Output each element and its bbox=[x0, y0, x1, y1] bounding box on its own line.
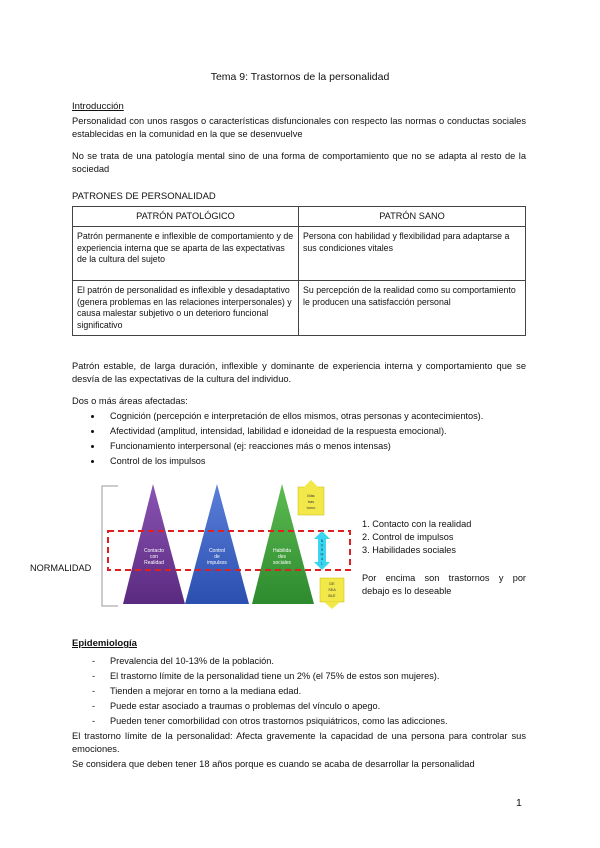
dash-icon: - bbox=[92, 686, 96, 696]
header-sano: PATRÓN SANO bbox=[299, 207, 526, 227]
header-patologico: PATRÓN PATOLÓGICO bbox=[73, 207, 299, 227]
bracket bbox=[102, 486, 118, 606]
bullet-icon bbox=[91, 460, 94, 463]
patron-paragraph: Patrón estable, de larga duración, inflexible y dominante de experiencia interna y comportamiento que se desvía de las expectativas de la cultura del individuo. bbox=[72, 361, 526, 384]
arrow-text: N O R M A L bbox=[320, 539, 324, 566]
patrones-table bbox=[72, 206, 526, 336]
dash-icon: - bbox=[92, 716, 96, 726]
legend-item: 3. Habilidades sociales bbox=[362, 545, 456, 555]
list-item: Cognición (percepción e interpretación de ellos mismos, otras personas y acontecimientos). bbox=[91, 409, 531, 424]
dash-icon: - bbox=[92, 671, 96, 681]
patrones-heading: PATRONES DE PERSONALIDAD bbox=[72, 191, 216, 202]
table-header-row bbox=[73, 207, 526, 227]
top-box-text: Más tras torno bbox=[306, 494, 316, 510]
table-cell: El patrón de personalidad es inflexible y desadaptativo (genera problemas en las relaciones interpersonales) y causa malestar subjetivo o un deterioro funcional significativo bbox=[73, 281, 299, 336]
triangle-contacto bbox=[123, 484, 185, 604]
triangle-label-3: Habilida des sociales bbox=[272, 548, 292, 566]
normalidad-diagram bbox=[60, 478, 360, 610]
bullet-icon bbox=[91, 430, 94, 433]
dash-icon: - bbox=[92, 701, 96, 711]
diagram-note-line-1: Por encima son trastornos y por bbox=[362, 573, 526, 583]
page-number: 1 bbox=[516, 797, 522, 809]
normalidad-label: NORMALIDAD bbox=[30, 563, 92, 573]
areas-intro: Dos o más áreas afectadas: bbox=[72, 396, 188, 406]
edad-paragraph: Se considera que deben tener 18 años porque es cuando se acaba de desarrollar la personalidad bbox=[72, 759, 475, 769]
epidemiologia-list bbox=[91, 654, 531, 729]
list-item: Afectividad (amplitud, intensidad, labilidad e idoneidad de la respuesta emocional). bbox=[91, 424, 531, 439]
diagram-note-line-2: debajo es lo deseable bbox=[362, 586, 452, 596]
epidemiologia-heading: Epidemiología bbox=[72, 638, 137, 649]
page-title: Tema 9: Trastornos de la personalidad bbox=[210, 71, 390, 83]
table-row bbox=[73, 227, 526, 281]
dash-icon: - bbox=[92, 656, 96, 666]
list-item: - Pueden tener comorbilidad con otros trastornos psiquiátricos, como las adicciones. bbox=[91, 714, 531, 729]
table-cell: Patrón permanente e inflexible de comportamiento y de experiencia interna que se aparta de las expectativas de la cultura del sujeto bbox=[73, 227, 299, 281]
list-item: - Tienden a mejorar en torno a la mediana edad. bbox=[91, 684, 531, 699]
table-cell: Persona con habilidad y flexibilidad para adaptarse a sus condiciones vitales bbox=[299, 227, 526, 281]
legend-item: 1. Contacto con la realidad bbox=[362, 519, 472, 529]
table-cell: Su percepción de la realidad como su comportamiento le producen una satisfacción personal bbox=[299, 281, 526, 336]
intro-paragraph-2: No se trata de una patología mental sino de una forma de comportamiento que no se adapta al resto de la sociedad bbox=[72, 151, 526, 174]
list-item: Control de los impulsos bbox=[91, 454, 531, 469]
bullet-icon bbox=[91, 415, 94, 418]
tlp-paragraph: El trastorno límite de la personalidad: Afecta gravemente la capacidad de una persona para controlar sus emociones. bbox=[72, 731, 526, 754]
list-item: - Puede estar asociado a traumas o problemas del vínculo o apego. bbox=[91, 699, 531, 714]
triangle-label-1: Contacto con Realidad bbox=[143, 548, 165, 566]
triangle-control bbox=[185, 484, 249, 604]
intro-paragraph-1: Personalidad con unos rasgos o características disfuncionales con respecto las normas o conductas sociales establecidas en la comunidad en la que se desenvuelve bbox=[72, 116, 526, 139]
table-row bbox=[73, 281, 526, 336]
down-arrow-icon bbox=[324, 602, 340, 609]
list-item: - Prevalencia del 10-13% de la población. bbox=[91, 654, 531, 669]
list-item: - El trastorno límite de la personalidad tiene un 2% (el 75% de estos son mujeres). bbox=[91, 669, 531, 684]
triangle-label-2: Control de impulsos bbox=[207, 548, 227, 566]
up-arrow-icon bbox=[303, 480, 319, 488]
intro-heading: Introducción bbox=[72, 101, 124, 112]
diagram-legend bbox=[362, 518, 471, 557]
legend-item: 2. Control de impulsos bbox=[362, 532, 454, 542]
areas-list bbox=[91, 409, 531, 469]
bullet-icon bbox=[91, 445, 94, 448]
bottom-box-text: DE SEA BLE bbox=[328, 582, 336, 598]
list-item: Funcionamiento interpersonal (ej: reacciones más o menos intensas) bbox=[91, 439, 531, 454]
